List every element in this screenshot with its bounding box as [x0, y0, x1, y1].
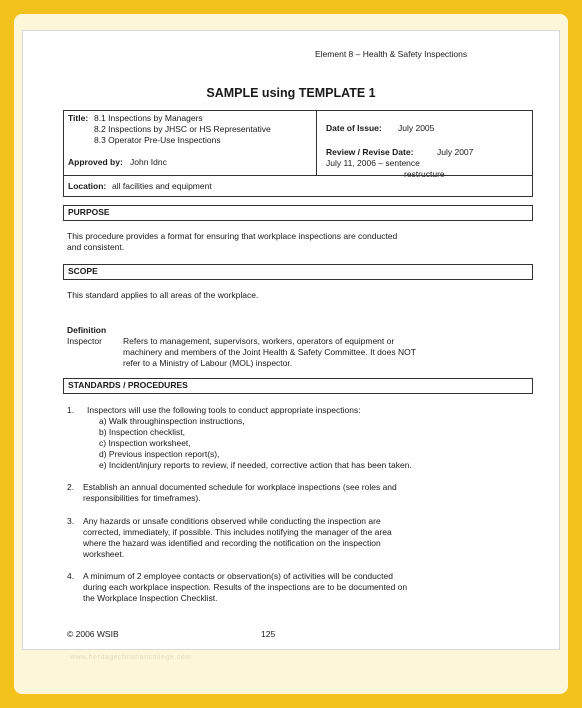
issue-value: July 2005	[398, 123, 435, 133]
item-2-line-1: Establish an annual documented schedule for workplace inspections (see roles and	[83, 482, 397, 492]
item-4-number: 4.	[67, 571, 75, 581]
location-label: Location:	[68, 181, 107, 191]
item-1-text: Inspectors will use the following tools to conduct appropriate inspections:	[87, 405, 361, 415]
item-3-line-2: corrected, immediately, if possible. This includes notifying the manager of the area	[83, 527, 392, 537]
item-1-c: c) Inspection worksheet,	[99, 438, 191, 448]
review-line-3: restructure	[404, 169, 445, 179]
standards-heading: STANDARDS / PROCEDURES	[68, 380, 188, 390]
issue-label: Date of Issue:	[326, 123, 382, 133]
purpose-heading-bar	[63, 205, 533, 221]
purpose-line-1: This procedure provides a format for ensuring that workplace inspections are conducted	[67, 231, 398, 241]
title-line-2: 8.2 Inspections by JHSC or HS Representative	[94, 124, 271, 134]
definition-line-1: Refers to management, supervisors, workers, operators of equipment or	[123, 336, 395, 346]
item-4-line-2: during each workplace inspection. Results of the inspections are to be documented on	[83, 582, 408, 592]
item-4-line-1: A minimum of 2 employee contacts or observation(s) of activities will be conducted	[83, 571, 393, 581]
footer-page-number: 125	[261, 629, 276, 639]
item-2-line-2: responsibilities for timeframes).	[83, 493, 201, 503]
document-title: SAMPLE using TEMPLATE 1	[206, 86, 376, 100]
item-4-line-3: the Workplace Inspection Checklist.	[83, 593, 218, 603]
scope-heading: SCOPE	[68, 266, 98, 276]
item-2-number: 2.	[67, 482, 75, 492]
title-line-1: 8.1 Inspections by Managers	[94, 113, 203, 123]
item-1-a: a) Walk throughinspection instructions,	[99, 416, 245, 426]
approved-label: Approved by:	[68, 157, 123, 167]
scope-line-1: This standard applies to all areas of the workplace.	[67, 290, 259, 300]
item-1-d: d) Previous inspection report(s),	[99, 449, 220, 459]
approved-value: John Idnc	[130, 157, 167, 167]
definition-line-2: machinery and members of the Joint Health & Safety Committee. It does NOT	[123, 347, 416, 357]
standards-heading-bar	[63, 378, 533, 394]
info-left-column	[64, 111, 317, 175]
definition-term: Inspector	[67, 336, 102, 346]
review-line-2: July 11, 2006 – sentence	[326, 158, 420, 168]
item-3-line-3: where the hazard was identified and recording the notification on the inspection	[83, 538, 381, 548]
item-1-b: b) Inspection checklist,	[99, 427, 185, 437]
definition-heading: Definition	[67, 325, 107, 335]
review-label: Review / Revise Date:	[326, 147, 414, 157]
purpose-line-2: and consistent.	[67, 242, 125, 252]
scope-heading-bar	[63, 264, 533, 280]
watermark: www.heritagechristiancollege.com	[70, 654, 192, 661]
footer-copyright: © 2006 WSIB	[67, 629, 119, 639]
item-3-line-1: Any hazards or unsafe conditions observed while conducting the inspection are	[83, 516, 381, 526]
title-line-3: 8.3 Operator Pre-Use Inspections	[94, 135, 221, 145]
title-label: Title:	[68, 113, 89, 123]
info-box	[63, 110, 533, 197]
element-header: Element 8 – Health & Safety Inspections	[315, 49, 468, 59]
location-value: all facilities and equipment	[112, 181, 212, 191]
item-1-e: e) Incident/injury reports to review, if needed, corrective action that has been taken.	[99, 460, 412, 470]
item-1-number: 1.	[67, 405, 75, 415]
purpose-heading: PURPOSE	[68, 207, 110, 217]
review-value: July 2007	[437, 147, 474, 157]
location-row	[64, 175, 532, 197]
item-3-number: 3.	[67, 516, 75, 526]
item-3-line-4: worksheet.	[83, 549, 125, 559]
document-page	[22, 30, 560, 650]
definition-line-3: refer to a Ministry of Labour (MOL) inspector.	[123, 358, 293, 368]
